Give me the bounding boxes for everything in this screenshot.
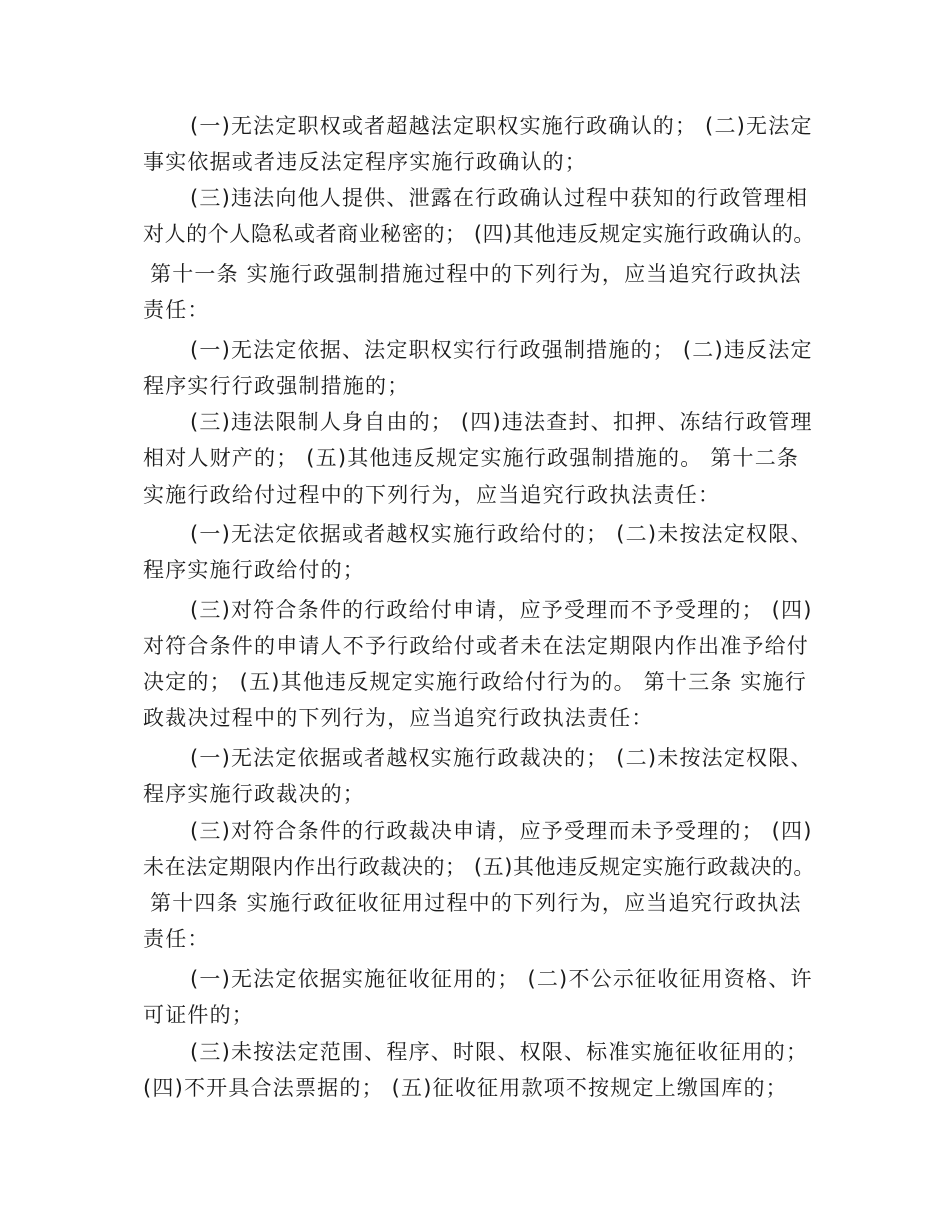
text-line: 相对人财产的； (五)其他违反规定实施行政强制措施的。 第十二条	[143, 446, 800, 470]
text-line: (一)无法定职权或者超越法定职权实施行政确认的； (二)无法定	[190, 114, 813, 138]
text-line: (一)无法定依据或者越权实施行政裁决的； (二)未按法定权限、	[190, 746, 813, 770]
text-line: 事实依据或者违反法定程序实施行政确认的；	[143, 150, 587, 174]
text-line: 程序实施行政裁决的；	[143, 782, 365, 806]
text-line: 第十四条 实施行政征收征用过程中的下列行为，应当追究行政执法	[150, 891, 802, 915]
text-line: 未在法定期限内作出行政裁决的； (五)其他违反规定实施行政裁决的。	[143, 855, 815, 879]
text-line: (三)违法向他人提供、泄露在行政确认过程中获知的行政管理相	[190, 186, 809, 210]
text-line: 程序实行行政强制措施的；	[143, 374, 410, 398]
text-line: (三)未按法定范围、程序、时限、权限、标准实施征收征用的；	[190, 1040, 809, 1064]
text-line: 第十一条 实施行政强制措施过程中的下列行为，应当追究行政执法	[150, 262, 802, 286]
text-line: (一)无法定依据或者越权实施行政给付的； (二)未按法定权限、	[190, 522, 813, 546]
text-line: (四)不开具合法票据的； (五)征收征用款项不按规定上缴国库的；	[143, 1076, 788, 1100]
text-line: 责任：	[143, 927, 210, 951]
text-line: (三)违法限制人身自由的； (四)违法查封、扣押、冻结行政管理	[190, 410, 813, 434]
text-line: 可证件的；	[143, 1003, 254, 1027]
text-line: (一)无法定依据、法定职权实行行政强制措施的； (二)违反法定	[190, 338, 813, 362]
text-line: 程序实施行政给付的；	[143, 558, 365, 582]
text-line: 对人的个人隐私或者商业秘密的； (四)其他违反规定实施行政确认的。	[143, 222, 815, 246]
text-line: (三)对符合条件的行政裁决申请，应予受理而未予受理的； (四)	[190, 819, 813, 843]
text-line: (一)无法定依据实施征收征用的； (二)不公示征收征用资格、许	[190, 967, 813, 991]
text-line: (三)对符合条件的行政给付申请，应予受理而不予受理的； (四)	[190, 598, 813, 622]
text-line: 实施行政给付过程中的下列行为，应当追究行政执法责任：	[143, 483, 721, 507]
text-line: 责任：	[143, 298, 210, 322]
text-line: 对符合条件的申请人不予行政给付或者未在法定期限内作出准予给付	[143, 634, 809, 658]
text-line: 政裁决过程中的下列行为，应当追究行政执法责任：	[143, 706, 654, 730]
text-line: 决定的； (五)其他违反规定实施行政给付行为的。 第十三条 实施行	[143, 670, 808, 694]
